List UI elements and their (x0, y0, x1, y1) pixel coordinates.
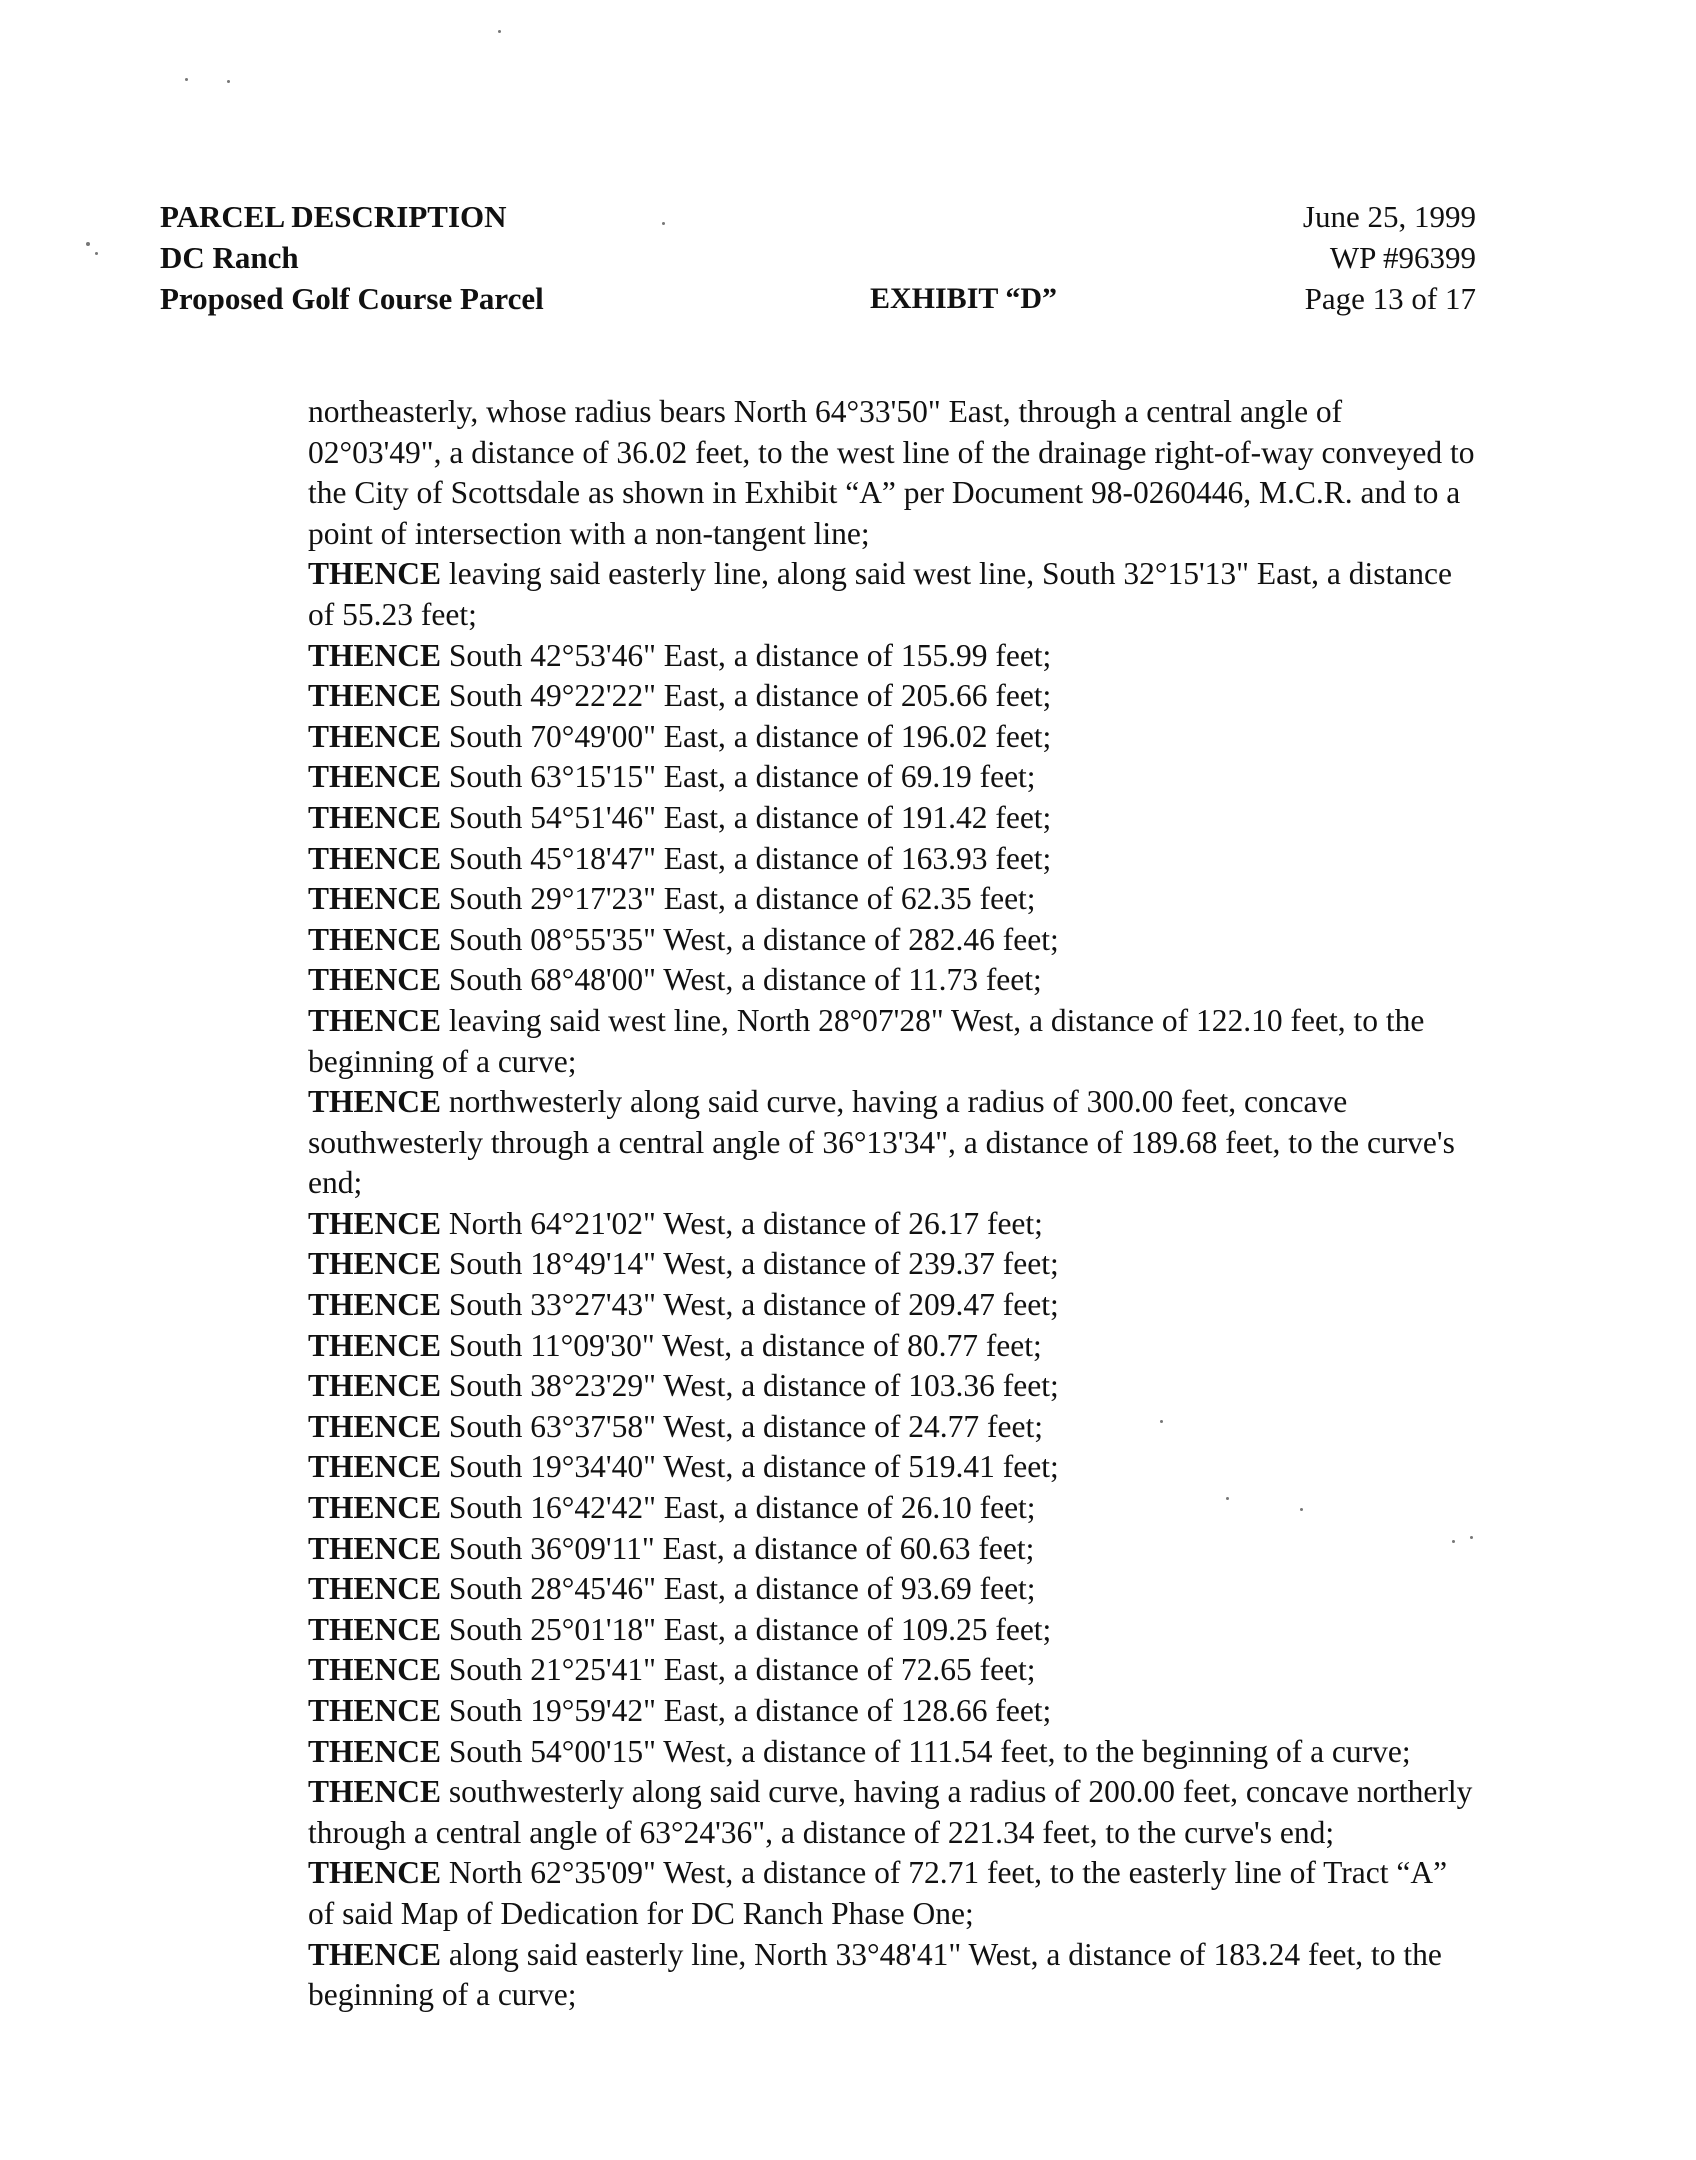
course-paragraph: THENCE South 54°51'46" East, a distance of 191.42 feet; (308, 799, 1052, 835)
course-paragraph: THENCE South 45°18'47" East, a distance of 163.93 feet; (308, 840, 1052, 876)
scan-speck (185, 78, 188, 81)
exhibit-label: EXHIBIT “D” (870, 282, 1058, 315)
scan-speck (86, 242, 90, 246)
thence-keyword: THENCE (308, 1693, 442, 1728)
header-project: DC Ranch (160, 240, 299, 275)
scan-speck (1160, 1420, 1163, 1423)
thence-keyword: THENCE (308, 1936, 442, 1972)
thence-keyword: THENCE (308, 799, 442, 835)
thence-keyword: THENCE (308, 1327, 442, 1363)
legal-description-body (308, 392, 1478, 2016)
course-paragraph: THENCE South 36°09'11" East, a distance of 60.63 feet; (308, 1530, 1035, 1566)
course-paragraph: THENCE South 38°23'29" West, a distance of 103.36 feet; (308, 1368, 1059, 1404)
thence-keyword: THENCE (308, 1084, 442, 1120)
scan-speck (1452, 1540, 1455, 1543)
course-paragraph: THENCE North 62°35'09" West, a distance of 72.71 feet, to the easterly line of Tract “A” of said Map of Dedication for DC Ranch Phase One; (308, 1855, 1448, 1931)
header-left-block (160, 196, 544, 319)
scan-speck (227, 80, 230, 83)
header-title: PARCEL DESCRIPTION (160, 199, 507, 234)
course-paragraph: THENCE South 33°27'43" West, a distance of 209.47 feet; (308, 1287, 1059, 1323)
thence-keyword: THENCE (308, 1246, 442, 1282)
thence-keyword: THENCE (308, 637, 442, 673)
course-paragraph: THENCE leaving said easterly line, along said west line, South 32°15'13" East, a distance of 55.23 feet; (308, 556, 1452, 632)
thence-keyword: THENCE (308, 1368, 442, 1404)
scan-speck (1226, 1497, 1229, 1500)
course-paragraph: THENCE South 63°37'58" West, a distance of 24.77 feet; (308, 1408, 1043, 1444)
course-paragraph: THENCE South 68°48'00" West, a distance of 11.73 feet; (308, 962, 1042, 998)
course-paragraph: THENCE southwesterly along said curve, having a radius of 200.00 feet, concave northerly through a central angle of 63°24'36", a distance of 221.34 feet, to the curve's end; (308, 1774, 1473, 1850)
scan-speck (662, 222, 665, 225)
thence-keyword: THENCE (308, 678, 442, 714)
course-paragraph: THENCE South 28°45'46" East, a distance of 93.69 feet; (308, 1571, 1036, 1607)
course-paragraph: THENCE South 18°49'14" West, a distance of 239.37 feet; (308, 1246, 1059, 1282)
thence-keyword: THENCE (308, 1652, 442, 1688)
thence-keyword: THENCE (308, 1733, 442, 1769)
thence-keyword: THENCE (308, 718, 442, 754)
course-paragraph: THENCE South 49°22'22" East, a distance of 205.66 feet; (308, 678, 1052, 714)
thence-keyword: THENCE (308, 1571, 442, 1607)
thence-keyword: THENCE (308, 1611, 442, 1647)
thence-keyword: THENCE (308, 1855, 442, 1891)
course-paragraph: THENCE South 70°49'00" East, a distance of 196.02 feet; (308, 718, 1052, 754)
scan-speck (498, 30, 501, 33)
thence-keyword: THENCE (308, 1530, 442, 1566)
thence-keyword: THENCE (308, 1408, 442, 1444)
thence-keyword: THENCE (308, 1287, 442, 1323)
course-paragraph: THENCE South 63°15'15" East, a distance of 69.19 feet; (308, 759, 1036, 795)
header-date: June 25, 1999 (1302, 199, 1476, 234)
course-paragraph: THENCE South 54°00'15" West, a distance of 111.54 feet, to the beginning of a curve; (308, 1733, 1411, 1769)
course-paragraph: northeasterly, whose radius bears North 64°33'50" East, through a central angle of 02°03'49", a distance of 36.02 feet, to the west line of the drainage right-of-way conveyed to the City of Scottsdale as shown in Exhibit “A” per Document 98-0260446, M.C.R. and to a point of intersection with a non-tangent line; (308, 394, 1475, 551)
course-paragraph: THENCE leaving said west line, North 28°07'28" West, a distance of 122.10 feet, to the beginning of a curve; (308, 1002, 1425, 1079)
thence-keyword: THENCE (308, 1774, 442, 1810)
course-paragraph: THENCE northwesterly along said curve, having a radius of 300.00 feet, concave southwesterly through a central angle of 36°13'34", a distance of 189.68 feet, to the curve's end; (308, 1084, 1455, 1201)
thence-keyword: THENCE (308, 1002, 442, 1038)
course-paragraph: THENCE South 42°53'46" East, a distance of 155.99 feet; (308, 637, 1052, 673)
course-paragraph: THENCE along said easterly line, North 33°48'41" West, a distance of 183.24 feet, to the beginning of a curve; (308, 1936, 1442, 2013)
course-paragraph: THENCE South 25°01'18" East, a distance of 109.25 feet; (308, 1611, 1052, 1647)
header-wp-number: WP #96399 (1329, 240, 1476, 275)
thence-keyword: THENCE (308, 759, 442, 795)
header-right-block (1303, 196, 1476, 319)
course-paragraph: THENCE South 19°34'40" West, a distance of 519.41 feet; (308, 1449, 1059, 1485)
thence-keyword: THENCE (308, 881, 442, 917)
scan-speck (1470, 1536, 1473, 1539)
course-paragraph: THENCE South 11°09'30" West, a distance of 80.77 feet; (308, 1327, 1042, 1363)
thence-keyword: THENCE (308, 1205, 442, 1241)
thence-keyword: THENCE (308, 1449, 442, 1485)
course-paragraph: THENCE South 21°25'41" East, a distance of 72.65 feet; (308, 1652, 1036, 1688)
header-parcel: Proposed Golf Course Parcel (160, 281, 544, 316)
thence-keyword: THENCE (308, 840, 442, 876)
header-page-number: Page 13 of 17 (1304, 281, 1476, 316)
course-paragraph: THENCE South 29°17'23" East, a distance of 62.35 feet; (308, 881, 1036, 917)
course-paragraph: THENCE South 08°55'35" West, a distance of 282.46 feet; (308, 921, 1059, 957)
thence-keyword: THENCE (308, 921, 442, 957)
thence-keyword: THENCE (308, 962, 442, 998)
course-paragraph: THENCE North 64°21'02" West, a distance of 26.17 feet; (308, 1205, 1043, 1241)
scan-speck (95, 252, 98, 255)
scan-speck (1300, 1508, 1303, 1511)
course-paragraph: THENCE South 16°42'42" East, a distance of 26.10 feet; (308, 1490, 1036, 1526)
course-paragraph: THENCE South 19°59'42" East, a distance of 128.66 feet; (308, 1693, 1052, 1728)
thence-keyword: THENCE (308, 1490, 442, 1526)
thence-keyword: THENCE (308, 556, 442, 592)
